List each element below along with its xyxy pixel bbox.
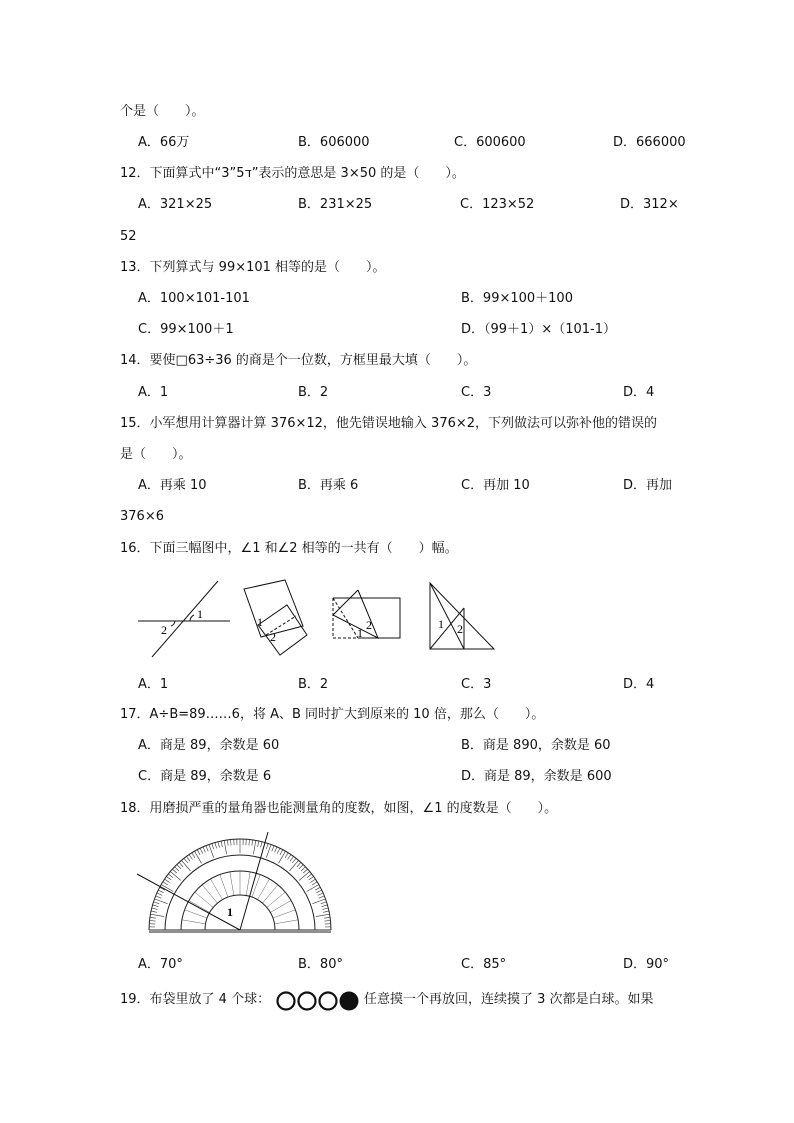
figure-triangles — [430, 583, 494, 649]
protractor-tick — [163, 882, 168, 885]
protractor-ray — [220, 875, 228, 898]
protractor-tick — [224, 840, 226, 854]
protractor-tick — [206, 846, 208, 852]
stem-text-2: 是（ ）。 — [120, 447, 192, 462]
stem-text: 16．下面三幅图中，∠1 和∠2 相等的一共有（ ）幅。 — [120, 541, 458, 556]
q11-options — [0, 132, 794, 154]
protractor-tick — [203, 847, 205, 852]
q13-options-row1 — [0, 288, 794, 310]
protractor-tick — [152, 908, 158, 909]
protractor-tick — [200, 848, 203, 853]
q16-options — [0, 674, 794, 696]
balls-row — [276, 991, 362, 1019]
protractor-tick — [150, 914, 164, 916]
stem-text-a: 19．布袋里放了 4 个球： — [120, 992, 271, 1007]
protractor-tick — [315, 887, 320, 890]
protractor-tick — [175, 867, 179, 871]
option-b[interactable]: B．商是 890，余数是 60 — [461, 738, 611, 753]
protractor-tick — [279, 851, 286, 863]
figure1-angle2-label: 2 — [161, 623, 167, 637]
protractor-ray — [273, 910, 296, 918]
protractor-tick — [158, 890, 163, 893]
protractor-tick — [307, 885, 319, 892]
protractor-tick — [253, 840, 255, 854]
protractor-ray — [202, 885, 217, 903]
protractor-ray — [185, 910, 208, 918]
protractor-ray — [230, 872, 234, 896]
stem-text: 17．A÷B=89……6，将 A、B 同时扩大到原来的 10 倍，那么（ ）。 — [120, 707, 545, 722]
protractor-tick — [168, 874, 173, 878]
figure1-angle1-label: 1 — [197, 607, 203, 621]
protractor-tick — [195, 851, 202, 863]
protractor-ray — [211, 879, 223, 900]
q17-options-row2 — [0, 766, 794, 788]
option-c[interactable]: C．600600 — [454, 135, 526, 150]
black-ball-icon — [340, 992, 359, 1011]
protractor-tick — [275, 847, 277, 852]
option-d[interactable]: D．4 — [623, 385, 655, 400]
option-d-cont: 52 — [120, 229, 137, 244]
q15-stem-continuation — [0, 444, 794, 466]
white-ball-icon — [278, 993, 295, 1010]
option-c[interactable]: C．85° — [461, 957, 507, 972]
q16-stem — [0, 538, 794, 560]
option-c[interactable]: C．再加 10 — [461, 478, 530, 493]
option-b[interactable]: B．2 — [298, 385, 329, 400]
protractor-tick — [292, 858, 296, 863]
option-b[interactable]: B．99×100＋100 — [461, 291, 573, 306]
option-a[interactable]: A．1 — [138, 677, 169, 692]
protractor-tick — [192, 853, 195, 858]
protractor-tick — [231, 840, 232, 846]
option-c[interactable]: C．99×100＋1 — [138, 322, 234, 337]
protractor-tick — [170, 872, 181, 881]
protractor-tick — [187, 856, 191, 861]
figure2-angle2-label: 2 — [270, 630, 276, 644]
figure3-angle2-label: 2 — [366, 618, 372, 632]
option-c[interactable]: C．商是 89，余数是 6 — [138, 769, 272, 784]
protractor-tick — [323, 911, 329, 912]
protractor-tick — [318, 893, 323, 895]
option-d[interactable]: D．90° — [623, 957, 670, 972]
protractor-tick — [179, 862, 183, 866]
option-d[interactable]: D．再加 — [623, 478, 673, 493]
protractor-tick — [312, 882, 317, 885]
option-d[interactable]: D．312× — [620, 197, 679, 212]
protractor-tick — [311, 879, 316, 882]
q13-options-row2 — [0, 319, 794, 341]
protractor-tick — [252, 840, 253, 846]
q18-stem — [0, 798, 794, 820]
option-d[interactable]: D．（99＋1）×（101-1） — [461, 322, 616, 337]
protractor-tick — [321, 902, 327, 904]
protractor-tick — [258, 841, 259, 847]
protractor-tick — [215, 843, 217, 849]
q17-stem — [0, 704, 794, 726]
option-c[interactable]: C．123×52 — [460, 197, 535, 212]
white-ball-icon — [320, 993, 337, 1010]
stem-text: 14．要使□63÷36 的商是个一位数，方框里最大填（ ）。 — [120, 353, 477, 368]
q19-stem — [0, 989, 794, 1011]
protractor-tick — [280, 850, 283, 855]
protractor-tick — [151, 911, 157, 912]
protractor-ray — [252, 875, 260, 898]
q11-stem-continuation — [0, 101, 794, 123]
option-a[interactable]: A．再乘 10 — [138, 478, 207, 493]
option-a[interactable]: A．321×25 — [138, 197, 213, 212]
protractor-tick — [166, 877, 171, 881]
protractor-tick — [277, 848, 280, 853]
protractor-tick — [182, 860, 191, 871]
figure-crossing-lines — [138, 581, 230, 657]
option-d-cont: 376×6 — [120, 509, 164, 524]
figure2-angle1-label: 1 — [257, 615, 263, 629]
protractor-ray — [270, 901, 291, 913]
protractor-tick — [261, 842, 262, 848]
protractor-tick — [290, 860, 299, 871]
protractor-tick — [316, 914, 330, 916]
protractor-tick — [301, 867, 305, 871]
q14-options — [0, 382, 794, 404]
figure4-angle2-label: 2 — [457, 622, 463, 636]
protractor-tick — [189, 855, 192, 860]
q15-stem — [0, 413, 794, 435]
protractor-tick — [316, 890, 321, 893]
protractor-tick — [285, 853, 288, 858]
option-a[interactable]: A．1 — [138, 385, 169, 400]
option-c[interactable]: C．3 — [461, 385, 492, 400]
protractor-tick — [172, 869, 176, 873]
figure4-angle1-label: 1 — [438, 617, 444, 631]
q16-figures — [130, 575, 510, 665]
protractor-ray — [275, 920, 299, 924]
protractor-tick — [324, 917, 330, 918]
protractor-tick — [299, 865, 303, 869]
stem-text: 15．小军想用计算器计算 376×12，他先错误地输入 376×2，下列做法可以弥补他的错误的 — [120, 416, 658, 431]
protractor-tick — [322, 905, 328, 907]
protractor-tick — [156, 896, 162, 898]
q15-options — [0, 475, 794, 497]
protractor-tick — [307, 874, 312, 878]
protractor-tick — [227, 840, 228, 846]
option-b[interactable]: B．606000 — [298, 135, 370, 150]
stem-text: 12．下面算式中“3”ד5”表示的意思是 3×50 的是（ ）。 — [120, 166, 465, 181]
protractor-tick — [249, 840, 250, 846]
option-d[interactable]: D．商是 89，余数是 600 — [461, 769, 612, 784]
option-d[interactable]: D．4 — [623, 677, 655, 692]
protractor-tick — [290, 856, 294, 861]
protractor-tick — [177, 865, 181, 869]
q18-protractor-figure — [135, 826, 340, 936]
option-a[interactable]: A．70° — [138, 957, 183, 972]
protractor-ray — [189, 901, 210, 913]
protractor-tick — [165, 879, 170, 882]
q15-option-d-continuation — [0, 506, 794, 528]
q18-options — [0, 954, 794, 976]
protractor-tick — [153, 905, 159, 907]
q12-option-d-continuation — [0, 226, 794, 248]
protractor-tick — [150, 917, 156, 918]
protractor-ray — [258, 879, 270, 900]
protractor-tick — [325, 921, 331, 922]
protractor-tick — [303, 869, 307, 873]
option-a[interactable]: A．66万 — [138, 135, 190, 150]
option-b[interactable]: B．231×25 — [298, 197, 373, 212]
stem-text: 13．下列算式与 99×101 相等的是（ ）。 — [120, 260, 386, 275]
protractor-tick — [154, 902, 160, 904]
protractor-tick — [212, 844, 214, 850]
q12-options — [0, 194, 794, 216]
protractor-tick — [266, 844, 268, 850]
protractor-tick — [323, 908, 329, 909]
protractor-tick — [218, 842, 219, 848]
protractor-ray — [267, 892, 285, 907]
option-d[interactable]: D．666000 — [613, 135, 686, 150]
protractor-tick — [221, 841, 222, 847]
option-b[interactable]: B．80° — [298, 957, 343, 972]
option-b[interactable]: B．再乘 6 — [298, 478, 359, 493]
q12-stem — [0, 163, 794, 185]
q13-stem — [0, 257, 794, 279]
protractor-tick — [288, 855, 291, 860]
stem-text-b: 任意摸一个再放回，连续摸了 3 次都是白球。如果 — [364, 992, 654, 1007]
protractor-angle-label: 1 — [227, 905, 233, 919]
protractor-tick — [184, 858, 188, 863]
protractor-tick — [299, 872, 310, 881]
option-c[interactable]: C．3 — [461, 677, 492, 692]
protractor-tick — [309, 877, 314, 881]
protractor-tick — [319, 896, 325, 898]
protractor-tick — [150, 921, 156, 922]
protractor-tick — [272, 846, 274, 852]
figure3-angle1-label: 1 — [357, 626, 363, 640]
protractor-tick — [297, 862, 301, 866]
protractor-tick — [157, 893, 162, 895]
protractor-ray — [195, 892, 213, 907]
protractor-ray — [263, 885, 278, 903]
option-a[interactable]: A．100×101-101 — [138, 291, 250, 306]
stem-text: 18．用磨损严重的量角器也能测量角的度数，如图，∠1 的度数是（ ）。 — [120, 801, 558, 816]
option-a[interactable]: A．商是 89，余数是 60 — [138, 738, 280, 753]
protractor-ray — [246, 872, 250, 896]
protractor-ray — [182, 920, 206, 924]
option-b[interactable]: B．2 — [298, 677, 329, 692]
q17-options-row1 — [0, 735, 794, 757]
q14-stem — [0, 350, 794, 372]
white-ball-icon — [299, 993, 316, 1010]
stem-text: 个是（ ）。 — [120, 104, 205, 119]
protractor-tick — [197, 850, 200, 855]
